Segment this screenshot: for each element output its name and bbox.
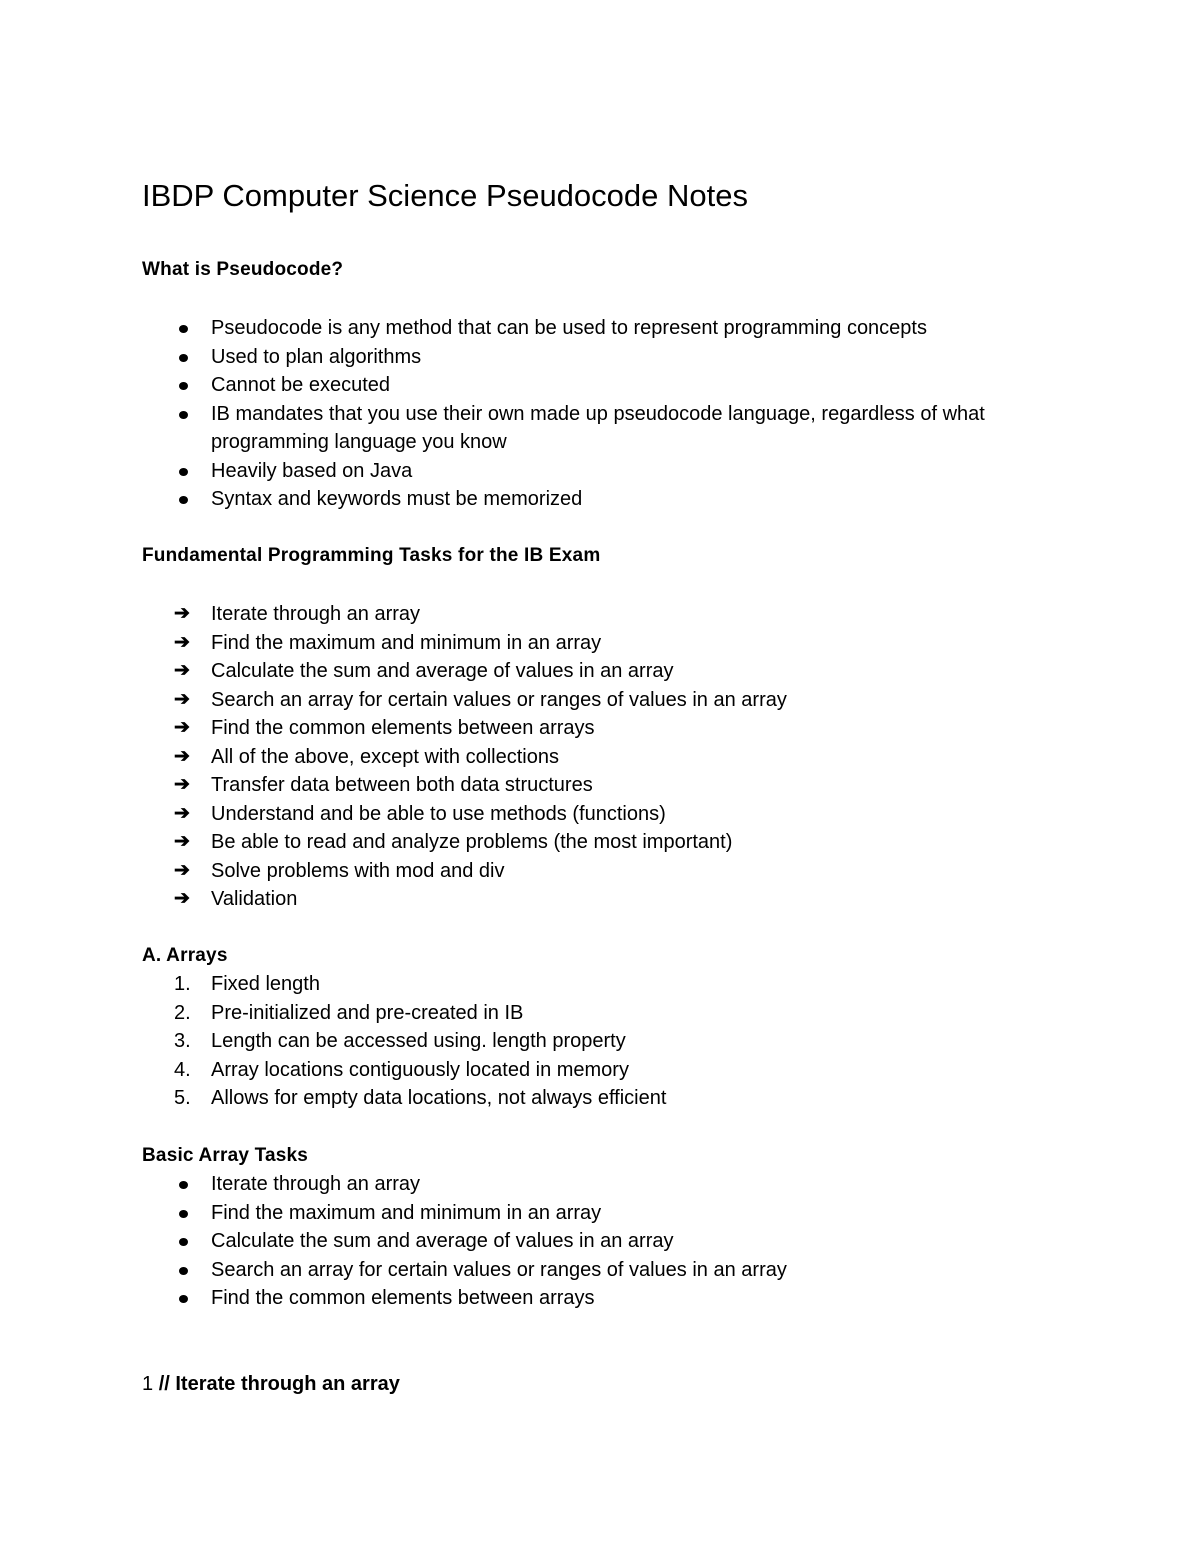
arrow-icon: ➔ [174, 859, 190, 881]
list-item: IB mandates that you use their own made up pseudocode language, regardless of what programming language you know [0, 400, 1081, 457]
list-item: Find the maximum and minimum in an array [0, 1199, 1081, 1228]
arrow-icon: ➔ [174, 745, 190, 767]
list-item: Search an array for certain values or ranges of values in an array [0, 1256, 1081, 1285]
code-comment: // Iterate through an array [158, 1373, 400, 1395]
list-item: Cannot be executed [0, 371, 1081, 400]
list-number: 4. [174, 1058, 191, 1081]
bullet-icon [179, 354, 188, 362]
arrow-icon: ➔ [174, 717, 190, 738]
arrow-icon: ➔ [174, 603, 190, 624]
bullet-icon [179, 411, 188, 419]
list-item: Iterate through an array [0, 1170, 1081, 1199]
arrays-list [0, 970, 1081, 1113]
list-item: ➔ Solve problems with mod and div [0, 857, 1081, 886]
bullet-icon [179, 325, 188, 333]
list-number: 5. [174, 1087, 191, 1109]
list-item: ➔ Understand and be able to use methods (functions) [0, 800, 1081, 829]
list-item: 4. Array locations contiguously located in memory [0, 1056, 1081, 1085]
bullet-icon [179, 1238, 188, 1246]
list-item: Find the common elements between arrays [0, 1284, 1081, 1313]
list-item: Calculate the sum and average of values in an array [0, 1227, 1081, 1256]
document-title: IBDP Computer Science Pseudocode Notes [142, 178, 748, 213]
list-item: Syntax and keywords must be memorized [0, 485, 1081, 514]
code-line [142, 1370, 400, 1398]
arrow-icon: ➔ [174, 660, 190, 681]
arrow-icon: ➔ [174, 831, 190, 852]
basic-array-tasks-list [0, 1170, 1081, 1313]
list-item: ➔ Transfer data between both data structures [0, 771, 1081, 800]
bullet-icon [179, 468, 188, 476]
list-number: 3. [174, 1030, 191, 1052]
list-item: 1. Fixed length [0, 970, 1081, 999]
bullet-icon [179, 1295, 188, 1303]
arrow-icon: ➔ [174, 888, 190, 909]
heading-fundamental-tasks: Fundamental Programming Tasks for the IB Exam [142, 545, 601, 566]
bullet-icon [179, 1210, 188, 1218]
list-item: ➔ Search an array for certain values or ranges of values in an array [0, 686, 1081, 715]
list-item: Pseudocode is any method that can be used to represent programming concepts [0, 314, 1081, 343]
heading-basic-array-tasks: Basic Array Tasks [142, 1145, 309, 1166]
bullet-icon [179, 1181, 188, 1189]
list-item: 2. Pre-initialized and pre-created in IB [0, 999, 1081, 1028]
code-line-number: 1 [142, 1373, 154, 1395]
heading-arrays: A. Arrays [142, 945, 228, 966]
list-number: 1. [174, 973, 191, 995]
list-item: 3. Length can be accessed using. length property [0, 1027, 1081, 1056]
list-item: ➔ Find the common elements between arrays [0, 714, 1081, 743]
list-item: ➔ All of the above, except with collections [0, 743, 1081, 772]
fundamental-tasks-list [0, 600, 1081, 914]
bullet-icon [179, 1267, 188, 1275]
list-item: 5. Allows for empty data locations, not always efficient [0, 1084, 1081, 1113]
arrow-icon: ➔ [174, 631, 190, 653]
heading-what-is-pseudocode: What is Pseudocode? [142, 259, 344, 280]
list-item: ➔ Calculate the sum and average of values in an array [0, 657, 1081, 686]
list-item: ➔ Validation [0, 885, 1081, 914]
bullet-icon [179, 382, 188, 390]
list-item: ➔ Iterate through an array [0, 600, 1081, 629]
bullet-icon [179, 496, 188, 504]
list-item: ➔ Find the maximum and minimum in an array [0, 629, 1081, 658]
list-item: Heavily based on Java [0, 457, 1081, 486]
arrow-icon: ➔ [174, 688, 190, 710]
list-item: Used to plan algorithms [0, 343, 1081, 372]
what-is-pseudocode-list [0, 314, 1081, 514]
arrow-icon: ➔ [174, 802, 190, 824]
list-item: ➔ Be able to read and analyze problems (the most important) [0, 828, 1081, 857]
list-number: 2. [174, 1001, 191, 1024]
arrow-icon: ➔ [174, 774, 190, 795]
